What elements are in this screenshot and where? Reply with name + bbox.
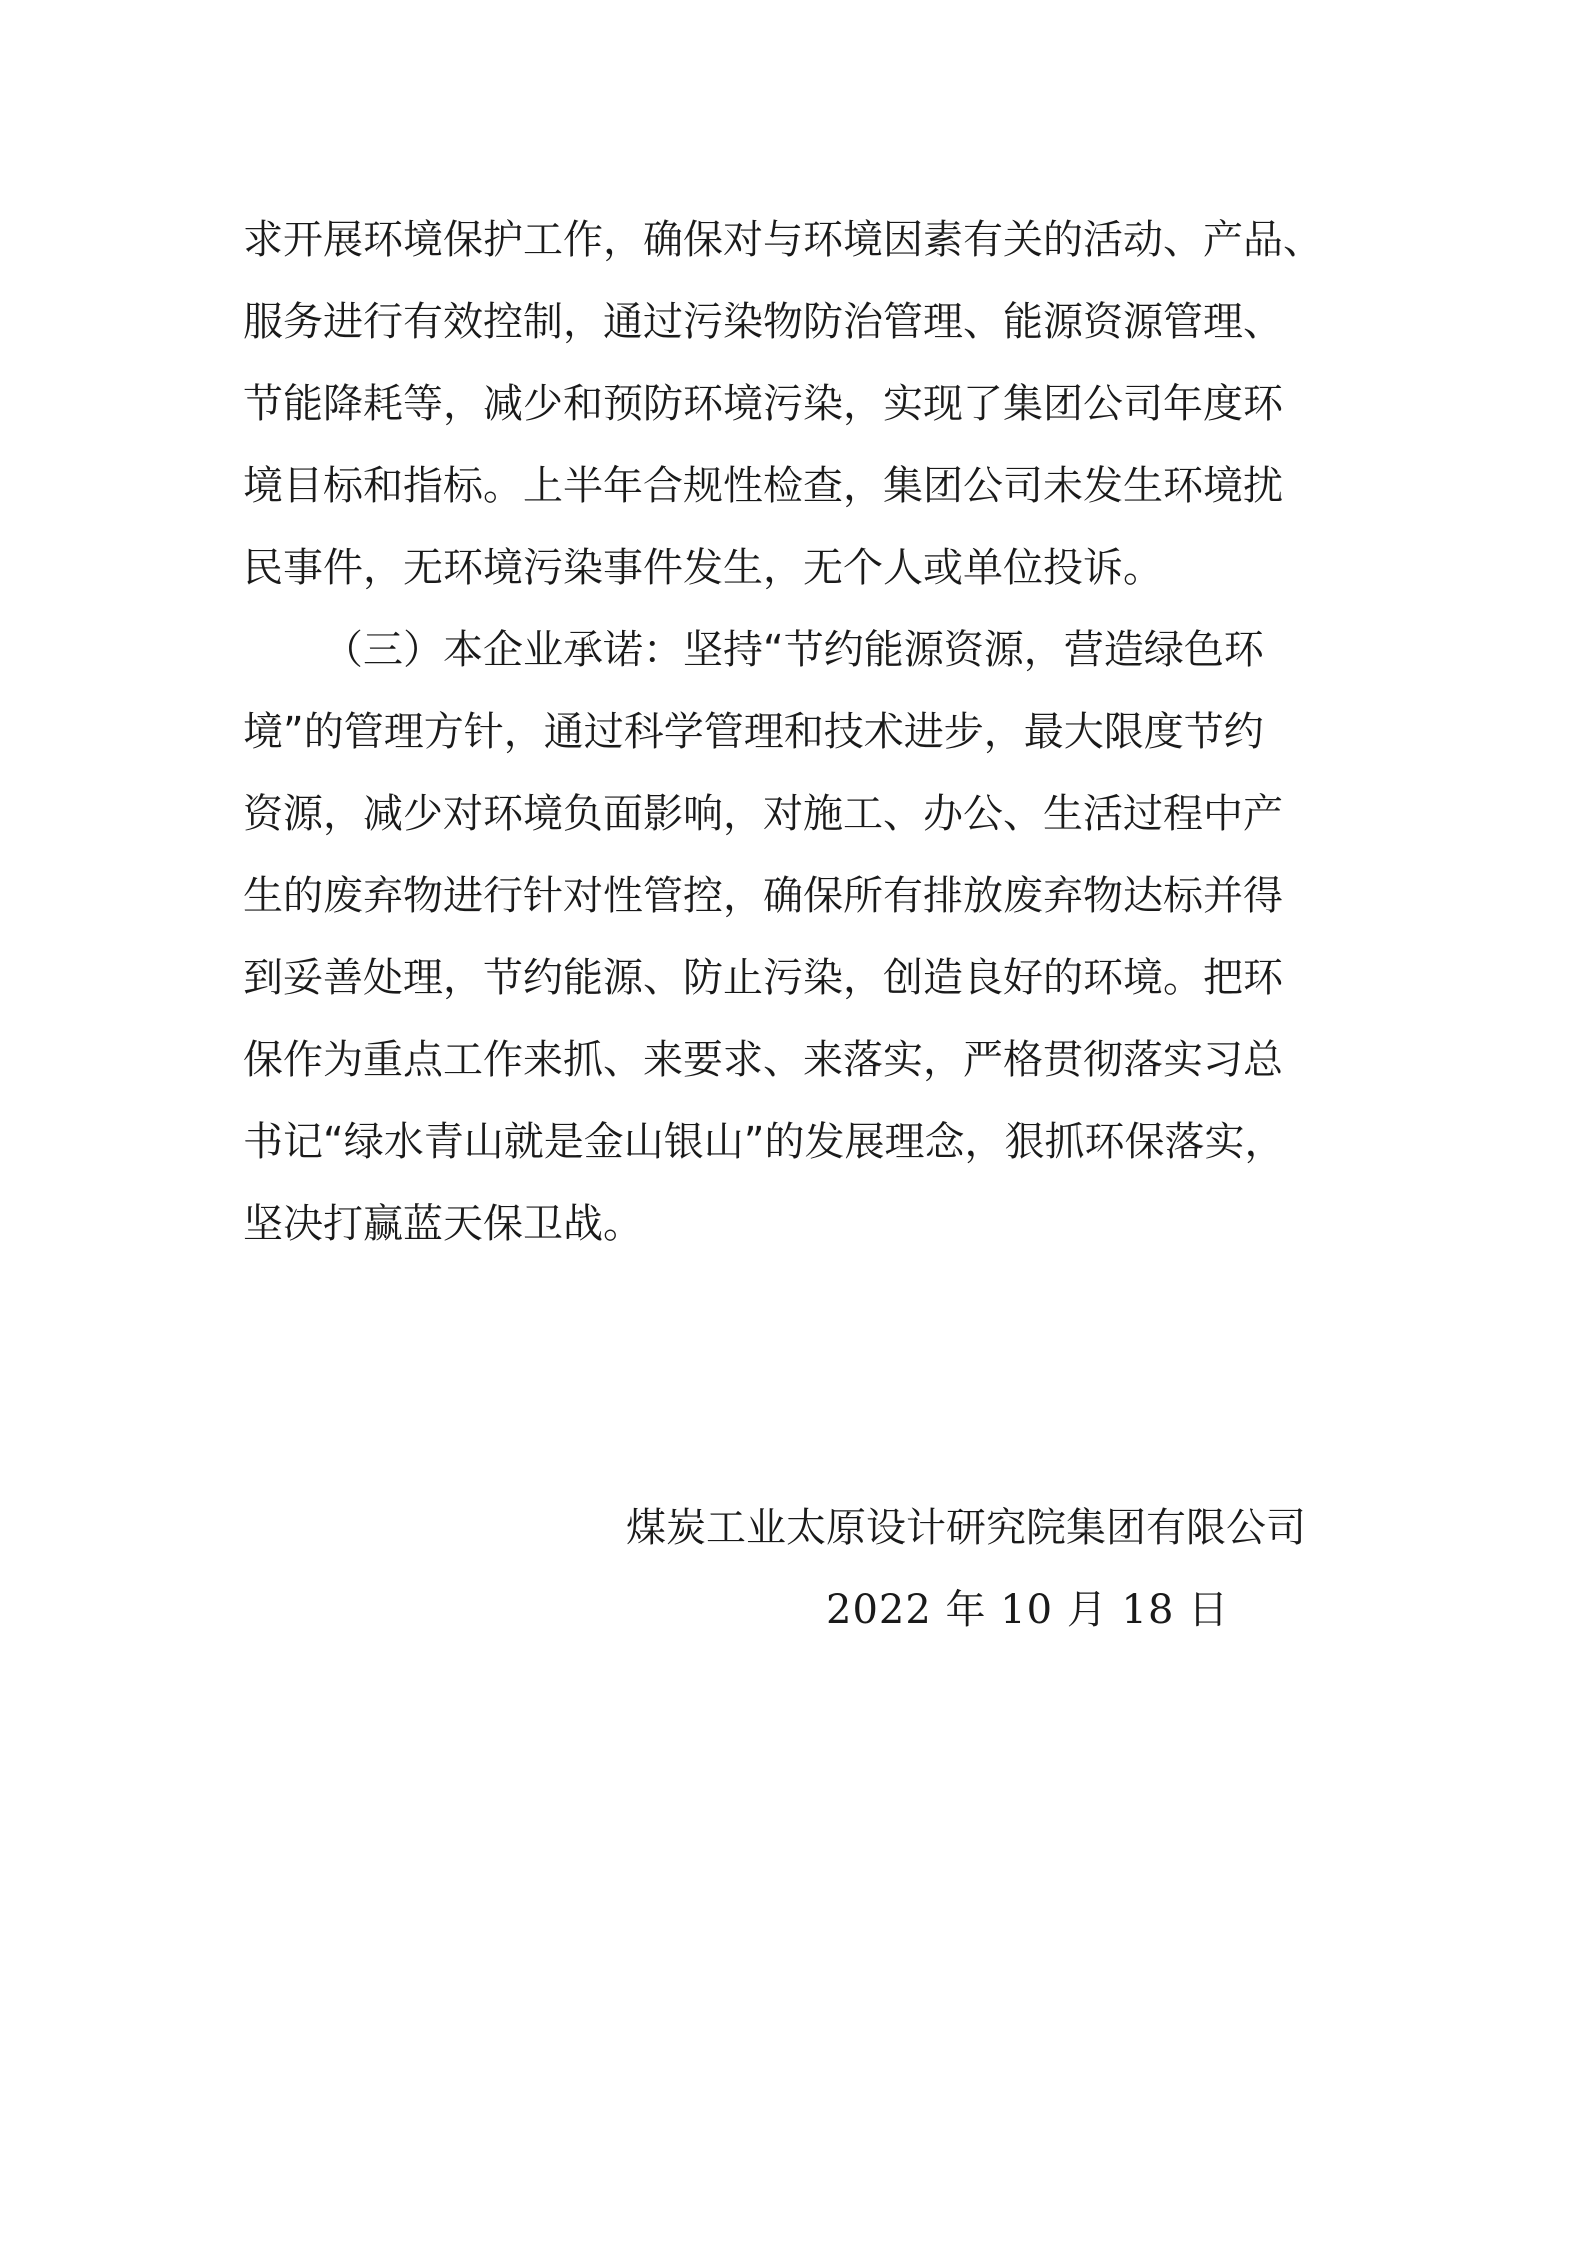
paragraph-line: 服务进行有效控制，通过污染物防治管理、能源资源管理、: [243, 299, 1283, 345]
paragraph-line: 民事件，无环境污染事件发生，无个人或单位投诉。: [243, 545, 1163, 591]
paragraph-line: 资源，减少对环境负面影响，对施工、办公、生活过程中产: [243, 791, 1283, 837]
paragraph-line: 求开展环境保护工作，确保对与环境因素有关的活动、产品、: [243, 217, 1323, 263]
paragraph-line: 到妥善处理，节约能源、防止污染，创造良好的环境。把环: [243, 955, 1283, 1001]
paragraph-line: 境目标和指标。上半年合规性检查，集团公司未发生环境扰: [243, 463, 1283, 509]
paragraph-line: 保作为重点工作来抓、来要求、来落实，严格贯彻落实习总: [243, 1037, 1283, 1083]
paragraph-line: 坚决打赢蓝天保卫战。: [243, 1201, 643, 1247]
signature-date: 2022 年 10 月 18 日: [826, 1587, 1230, 1633]
paragraph-line: 境”的管理方针，通过科学管理和技术进步，最大限度节约: [243, 709, 1264, 755]
signature-organization: 煤炭工业太原设计研究院集团有限公司: [626, 1505, 1306, 1551]
paragraph-line: 节能降耗等，减少和预防环境污染，实现了集团公司年度环: [243, 381, 1283, 427]
section-three-first-line: （三）本企业承诺：坚持“节约能源资源，营造绿色环: [323, 627, 1264, 673]
paragraph-line: 生的废弃物进行针对性管控，确保所有排放废弃物达标并得: [243, 873, 1283, 919]
paragraph-line: 书记“绿水青山就是金山银山”的发展理念，狠抓环保落实，: [243, 1119, 1285, 1165]
